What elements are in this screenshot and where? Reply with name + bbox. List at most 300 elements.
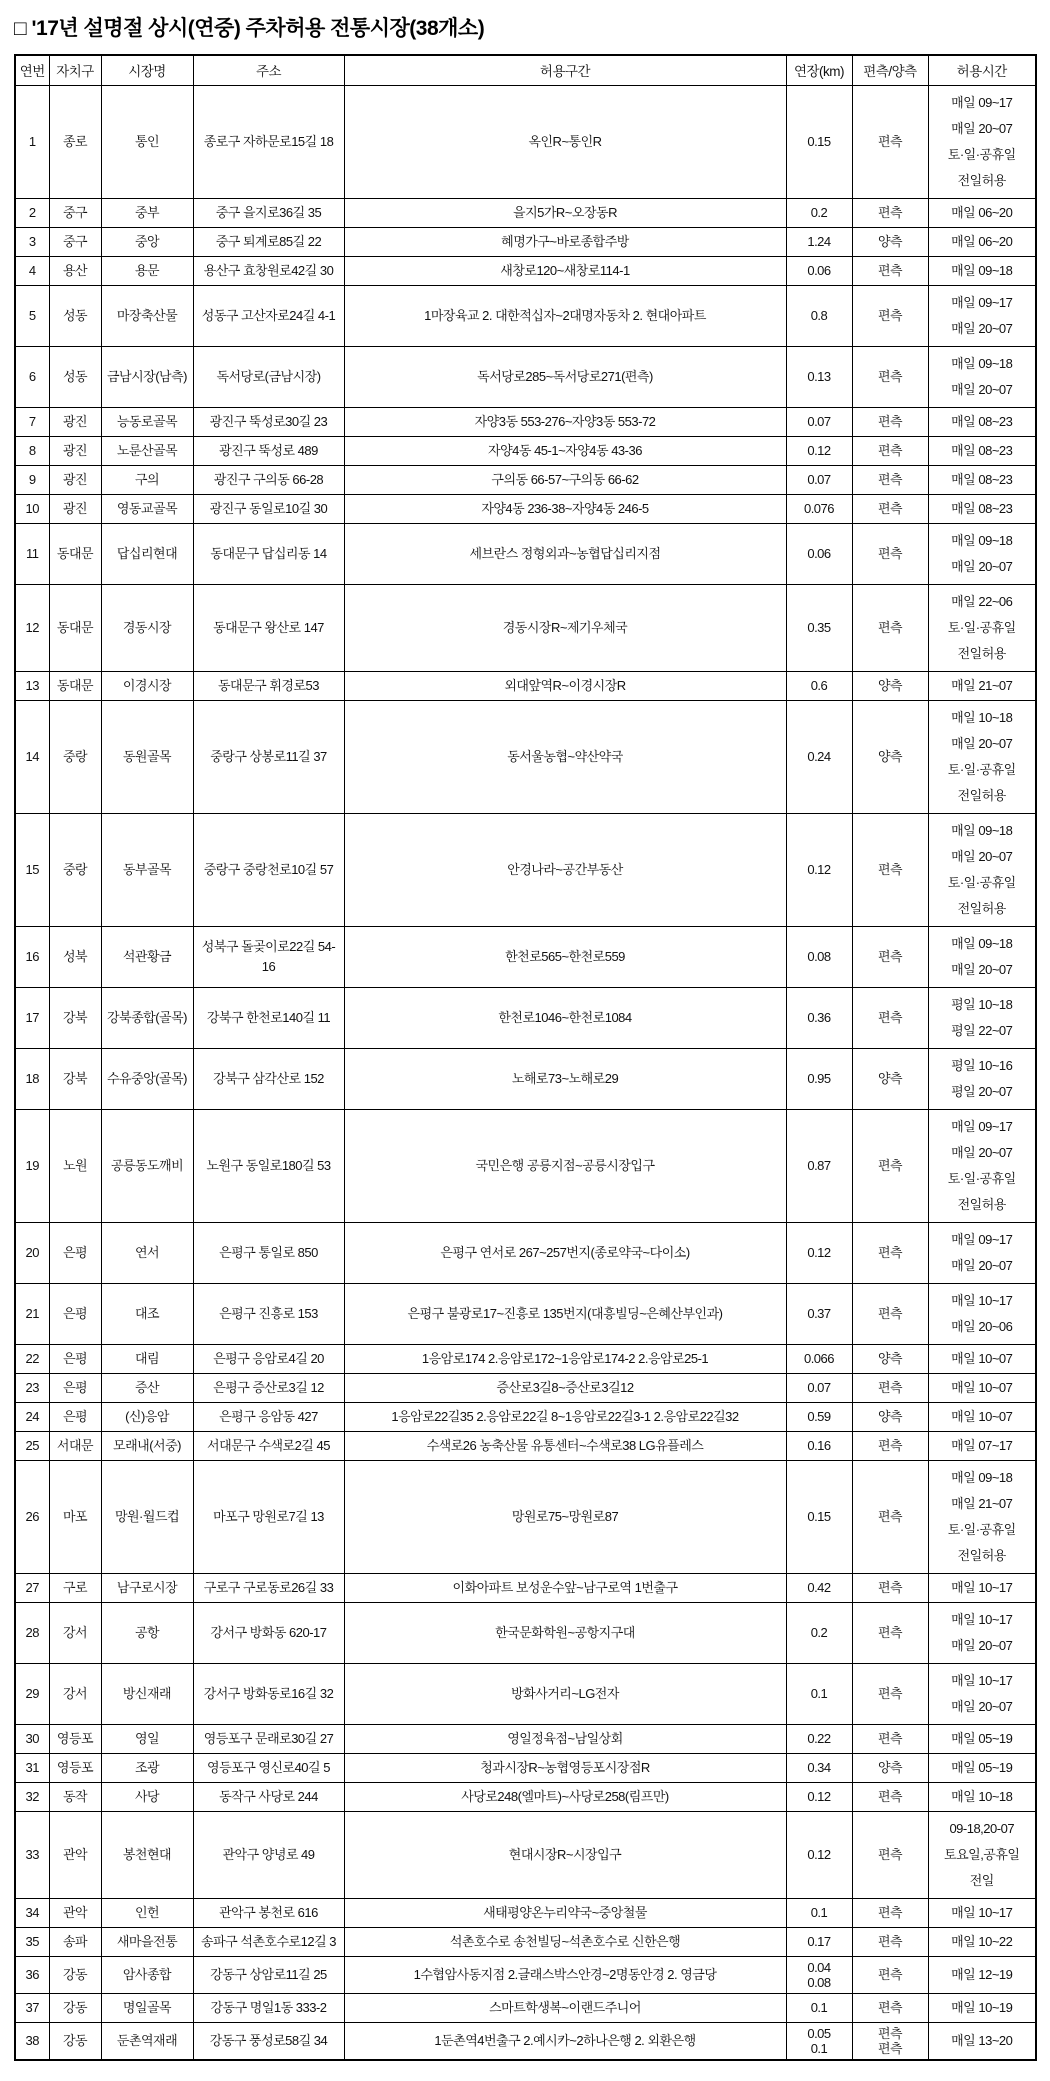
cell-district: 중구 (49, 198, 101, 227)
cell-address: 관악구 봉천로 616 (193, 1898, 344, 1927)
cell-market-name: 둔촌역재래 (101, 2022, 193, 2060)
table-row (15, 1402, 1036, 1431)
cell-length-km: 0.22 (786, 1724, 852, 1753)
cell-market-name: 금남시장(남측) (101, 346, 193, 407)
cell-side: 양측 (852, 700, 928, 813)
cell-district: 성북 (49, 926, 101, 987)
cell-district: 마포 (49, 1460, 101, 1573)
cell-section: 혜명가구~바로종합주방 (344, 227, 786, 256)
cell-no: 25 (15, 1431, 49, 1460)
cell-hours: 매일 10~18 (928, 1782, 1036, 1811)
cell-district: 종로 (49, 85, 101, 198)
cell-district: 강서 (49, 1602, 101, 1663)
table-row (15, 1344, 1036, 1373)
cell-no: 8 (15, 436, 49, 465)
cell-side: 편측 편측 (852, 2022, 928, 2060)
cell-no: 37 (15, 1993, 49, 2022)
cell-length-km: 0.08 (786, 926, 852, 987)
cell-market-name: 봉천현대 (101, 1811, 193, 1898)
cell-section: 동서울농협~약산약국 (344, 700, 786, 813)
cell-address: 광진구 뚝성로30길 23 (193, 407, 344, 436)
cell-district: 강동 (49, 1993, 101, 2022)
cell-no: 4 (15, 256, 49, 285)
cell-market-name: 수유중앙(골목) (101, 1048, 193, 1109)
table-row (15, 1460, 1036, 1573)
cell-address: 강동구 명일1동 333-2 (193, 1993, 344, 2022)
cell-hours: 매일 08~23 (928, 407, 1036, 436)
cell-district: 광진 (49, 407, 101, 436)
cell-district: 동대문 (49, 584, 101, 671)
cell-side: 편측 (852, 1602, 928, 1663)
cell-market-name: 동부골목 (101, 813, 193, 926)
cell-side: 편측 (852, 465, 928, 494)
cell-side: 편측 (852, 198, 928, 227)
cell-section: 외대앞역R~이경시장R (344, 671, 786, 700)
table-row (15, 1283, 1036, 1344)
cell-length-km: 0.12 (786, 1811, 852, 1898)
cell-section: 새태평양온누리약국~중앙철물 (344, 1898, 786, 1927)
cell-section: 망원로75~망원로87 (344, 1460, 786, 1573)
cell-no: 15 (15, 813, 49, 926)
table-row (15, 1222, 1036, 1283)
cell-no: 22 (15, 1344, 49, 1373)
cell-side: 양측 (852, 1753, 928, 1782)
cell-district: 동대문 (49, 523, 101, 584)
cell-district: 구로 (49, 1573, 101, 1602)
cell-market-name: 사당 (101, 1782, 193, 1811)
cell-no: 31 (15, 1753, 49, 1782)
cell-hours: 매일 10~17 매일 20~06 (928, 1283, 1036, 1344)
cell-market-name: 대조 (101, 1283, 193, 1344)
cell-market-name: 중부 (101, 198, 193, 227)
cell-address: 중구 퇴계로85길 22 (193, 227, 344, 256)
cell-district: 성동 (49, 285, 101, 346)
cell-side: 양측 (852, 671, 928, 700)
cell-hours: 매일 09~18 매일 20~07 토·일·공휴일 전일허용 (928, 813, 1036, 926)
cell-section: 자양3동 553-276~자양3동 553-72 (344, 407, 786, 436)
cell-hours: 매일 21~07 (928, 671, 1036, 700)
market-table-body (15, 85, 1036, 2060)
table-row (15, 926, 1036, 987)
cell-length-km: 0.95 (786, 1048, 852, 1109)
table-row (15, 1898, 1036, 1927)
cell-side: 편측 (852, 85, 928, 198)
cell-district: 강서 (49, 1663, 101, 1724)
header-hours: 허용시간 (928, 55, 1036, 85)
cell-no: 17 (15, 987, 49, 1048)
table-row (15, 1602, 1036, 1663)
cell-no: 34 (15, 1898, 49, 1927)
cell-length-km: 0.2 (786, 198, 852, 227)
cell-address: 은평구 응암동 427 (193, 1402, 344, 1431)
cell-no: 28 (15, 1602, 49, 1663)
cell-section: 세브란스 정형외과~농협답십리지점 (344, 523, 786, 584)
cell-market-name: 이경시장 (101, 671, 193, 700)
cell-length-km: 0.15 (786, 85, 852, 198)
cell-hours: 매일 06~20 (928, 227, 1036, 256)
cell-no: 7 (15, 407, 49, 436)
cell-no: 38 (15, 2022, 49, 2060)
table-row (15, 2022, 1036, 2060)
cell-side: 편측 (852, 1283, 928, 1344)
cell-side: 편측 (852, 584, 928, 671)
table-row (15, 256, 1036, 285)
cell-no: 24 (15, 1402, 49, 1431)
cell-length-km: 0.17 (786, 1927, 852, 1956)
cell-market-name: 석관황금 (101, 926, 193, 987)
cell-address: 마포구 망원로7길 13 (193, 1460, 344, 1573)
cell-district: 영등포 (49, 1724, 101, 1753)
cell-length-km: 0.12 (786, 1222, 852, 1283)
cell-district: 중구 (49, 227, 101, 256)
cell-district: 광진 (49, 465, 101, 494)
cell-address: 강동구 풍성로58길 34 (193, 2022, 344, 2060)
cell-side: 편측 (852, 285, 928, 346)
cell-district: 중랑 (49, 700, 101, 813)
table-row (15, 1431, 1036, 1460)
cell-market-name: 모래내(서중) (101, 1431, 193, 1460)
header-no: 연번 (15, 55, 49, 85)
cell-address: 관악구 양녕로 49 (193, 1811, 344, 1898)
cell-side: 편측 (852, 1373, 928, 1402)
cell-market-name: 조광 (101, 1753, 193, 1782)
cell-hours: 매일 12~19 (928, 1956, 1036, 1993)
cell-district: 송파 (49, 1927, 101, 1956)
cell-section: 자양4동 236-38~자양4동 246-5 (344, 494, 786, 523)
cell-no: 13 (15, 671, 49, 700)
cell-section: 수색로26 농축산물 유통센터~수색로38 LG유플레스 (344, 1431, 786, 1460)
cell-side: 편측 (852, 1460, 928, 1573)
cell-section: 증산로3길8~증산로3길12 (344, 1373, 786, 1402)
cell-no: 11 (15, 523, 49, 584)
cell-section: 경동시장R~제기우체국 (344, 584, 786, 671)
cell-district: 광진 (49, 494, 101, 523)
cell-section: 안경나라~공간부동산 (344, 813, 786, 926)
table-row (15, 700, 1036, 813)
cell-address: 광진구 뚝성로 489 (193, 436, 344, 465)
cell-length-km: 0.15 (786, 1460, 852, 1573)
cell-length-km: 0.59 (786, 1402, 852, 1431)
table-row (15, 987, 1036, 1048)
cell-length-km: 0.24 (786, 700, 852, 813)
cell-hours: 평일 10~18 평일 22~07 (928, 987, 1036, 1048)
table-row (15, 85, 1036, 198)
cell-section: 1둔촌역4번출구 2.예시카~2하나은행 2. 외환은행 (344, 2022, 786, 2060)
table-row (15, 1048, 1036, 1109)
cell-no: 10 (15, 494, 49, 523)
cell-length-km: 0.06 (786, 256, 852, 285)
cell-address: 서대문구 수색로2길 45 (193, 1431, 344, 1460)
cell-length-km: 0.6 (786, 671, 852, 700)
cell-section: 독서당로285~독서당로271(편측) (344, 346, 786, 407)
cell-section: 한천로1046~한천로1084 (344, 987, 786, 1048)
cell-side: 편측 (852, 1956, 928, 1993)
cell-district: 은평 (49, 1402, 101, 1431)
cell-length-km: 0.35 (786, 584, 852, 671)
table-row (15, 523, 1036, 584)
cell-market-name: 경동시장 (101, 584, 193, 671)
cell-hours: 매일 09~18 매일 20~07 (928, 523, 1036, 584)
cell-address: 동대문구 휘경로53 (193, 671, 344, 700)
cell-address: 독서당로(금남시장) (193, 346, 344, 407)
table-header (15, 55, 1036, 85)
cell-length-km: 0.07 (786, 407, 852, 436)
cell-no: 2 (15, 198, 49, 227)
cell-district: 성동 (49, 346, 101, 407)
cell-section: 1응암로22길35 2.응암로22길 8~1응암로22길3-1 2.응암로22길32 (344, 1402, 786, 1431)
cell-address: 송파구 석촌호수로12길 3 (193, 1927, 344, 1956)
cell-no: 14 (15, 700, 49, 813)
cell-side: 양측 (852, 1048, 928, 1109)
cell-side: 양측 (852, 1344, 928, 1373)
cell-district: 관악 (49, 1811, 101, 1898)
cell-no: 36 (15, 1956, 49, 1993)
cell-no: 27 (15, 1573, 49, 1602)
cell-hours: 매일 10~07 (928, 1402, 1036, 1431)
cell-hours: 매일 05~19 (928, 1753, 1036, 1782)
cell-no: 35 (15, 1927, 49, 1956)
cell-hours: 매일 10~17 매일 20~07 (928, 1602, 1036, 1663)
table-row (15, 1811, 1036, 1898)
cell-hours: 매일 09~17 매일 20~07 (928, 285, 1036, 346)
cell-no: 18 (15, 1048, 49, 1109)
cell-length-km: 0.37 (786, 1283, 852, 1344)
cell-address: 동대문구 왕산로 147 (193, 584, 344, 671)
cell-hours: 매일 10~17 매일 20~07 (928, 1663, 1036, 1724)
cell-address: 중구 을지로36길 35 (193, 198, 344, 227)
cell-length-km: 0.05 0.1 (786, 2022, 852, 2060)
cell-no: 33 (15, 1811, 49, 1898)
cell-address: 동작구 사당로 244 (193, 1782, 344, 1811)
cell-length-km: 0.04 0.08 (786, 1956, 852, 1993)
cell-address: 성북구 돌곶이로22길 54-16 (193, 926, 344, 987)
cell-market-name: 마장축산물 (101, 285, 193, 346)
cell-length-km: 0.34 (786, 1753, 852, 1782)
cell-market-name: 노룬산골목 (101, 436, 193, 465)
cell-side: 편측 (852, 436, 928, 465)
cell-address: 강동구 상암로11길 25 (193, 1956, 344, 1993)
cell-side: 편측 (852, 346, 928, 407)
cell-market-name: 대림 (101, 1344, 193, 1373)
header-row (15, 55, 1036, 85)
cell-length-km: 0.42 (786, 1573, 852, 1602)
cell-length-km: 0.8 (786, 285, 852, 346)
cell-no: 21 (15, 1283, 49, 1344)
cell-district: 동대문 (49, 671, 101, 700)
cell-length-km: 0.07 (786, 1373, 852, 1402)
cell-hours: 매일 09~18 매일 20~07 (928, 346, 1036, 407)
cell-no: 32 (15, 1782, 49, 1811)
cell-side: 편측 (852, 1663, 928, 1724)
cell-market-name: 공릉동도깨비 (101, 1109, 193, 1222)
cell-length-km: 0.1 (786, 1663, 852, 1724)
header-section: 허용구간 (344, 55, 786, 85)
page-title: □ '17년 설명절 상시(연중) 주차허용 전통시장(38개소) (14, 17, 485, 40)
cell-no: 9 (15, 465, 49, 494)
header-side: 편측/양측 (852, 55, 928, 85)
cell-no: 19 (15, 1109, 49, 1222)
cell-address: 강북구 삼각산로 152 (193, 1048, 344, 1109)
table-row (15, 436, 1036, 465)
cell-length-km: 0.06 (786, 523, 852, 584)
cell-address: 강서구 방화동 620-17 (193, 1602, 344, 1663)
cell-hours: 매일 06~20 (928, 198, 1036, 227)
header-address: 주소 (193, 55, 344, 85)
cell-market-name: 증산 (101, 1373, 193, 1402)
cell-address: 용산구 효창원로42길 30 (193, 256, 344, 285)
cell-district: 광진 (49, 436, 101, 465)
table-row (15, 407, 1036, 436)
cell-hours: 매일 09~18 (928, 256, 1036, 285)
cell-address: 성동구 고산자로24길 4-1 (193, 285, 344, 346)
cell-market-name: (신)응암 (101, 1402, 193, 1431)
table-row (15, 584, 1036, 671)
cell-side: 편측 (852, 1782, 928, 1811)
cell-market-name: 망원·월드컵 (101, 1460, 193, 1573)
cell-market-name: 답십리현대 (101, 523, 193, 584)
cell-hours: 매일 05~19 (928, 1724, 1036, 1753)
cell-length-km: 1.24 (786, 227, 852, 256)
cell-section: 국민은행 공릉지점~공릉시장입구 (344, 1109, 786, 1222)
cell-side: 양측 (852, 227, 928, 256)
cell-side: 양측 (852, 1402, 928, 1431)
cell-no: 6 (15, 346, 49, 407)
cell-length-km: 0.1 (786, 1993, 852, 2022)
cell-side: 편측 (852, 987, 928, 1048)
cell-length-km: 0.12 (786, 436, 852, 465)
cell-address: 영등포구 영신로40길 5 (193, 1753, 344, 1782)
cell-hours: 매일 10~07 (928, 1344, 1036, 1373)
cell-address: 은평구 응암로4길 20 (193, 1344, 344, 1373)
header-length-km: 연장(km) (786, 55, 852, 85)
cell-market-name: 통인 (101, 85, 193, 198)
cell-length-km: 0.12 (786, 1782, 852, 1811)
cell-district: 관악 (49, 1898, 101, 1927)
cell-length-km: 0.87 (786, 1109, 852, 1222)
cell-market-name: 방신재래 (101, 1663, 193, 1724)
cell-hours: 매일 09~18 매일 20~07 (928, 926, 1036, 987)
cell-section: 은평구 연서로 267~257번지(종로약국~다이소) (344, 1222, 786, 1283)
cell-side: 편측 (852, 1993, 928, 2022)
cell-section: 영일정육점~남일상회 (344, 1724, 786, 1753)
cell-no: 30 (15, 1724, 49, 1753)
table-row (15, 494, 1036, 523)
table-row (15, 1663, 1036, 1724)
cell-hours: 매일 07~17 (928, 1431, 1036, 1460)
cell-length-km: 0.36 (786, 987, 852, 1048)
cell-district: 강동 (49, 2022, 101, 2060)
table-row (15, 1993, 1036, 2022)
cell-section: 현대시장R~시장입구 (344, 1811, 786, 1898)
cell-hours: 매일 09~17 매일 20~07 (928, 1222, 1036, 1283)
cell-section: 방화사거리~LG전자 (344, 1663, 786, 1724)
cell-market-name: 남구로시장 (101, 1573, 193, 1602)
table-row (15, 1109, 1036, 1222)
cell-section: 은평구 불광로17~진흥로 135번지(대흥빌딩~은혜산부인과) (344, 1283, 786, 1344)
cell-hours: 매일 10~22 (928, 1927, 1036, 1956)
cell-length-km: 0.2 (786, 1602, 852, 1663)
cell-market-name: 암사종합 (101, 1956, 193, 1993)
table-row (15, 346, 1036, 407)
table-row (15, 1573, 1036, 1602)
cell-side: 편측 (852, 1222, 928, 1283)
cell-side: 편측 (852, 407, 928, 436)
cell-district: 강동 (49, 1956, 101, 1993)
cell-length-km: 0.13 (786, 346, 852, 407)
cell-hours: 평일 10~16 평일 20~07 (928, 1048, 1036, 1109)
cell-district: 강북 (49, 987, 101, 1048)
cell-district: 강북 (49, 1048, 101, 1109)
cell-market-name: 능동로골목 (101, 407, 193, 436)
cell-no: 29 (15, 1663, 49, 1724)
table-row (15, 1753, 1036, 1782)
cell-market-name: 공항 (101, 1602, 193, 1663)
cell-side: 편측 (852, 1898, 928, 1927)
table-row (15, 671, 1036, 700)
cell-side: 편측 (852, 1927, 928, 1956)
cell-district: 중랑 (49, 813, 101, 926)
cell-district: 용산 (49, 256, 101, 285)
cell-address: 강서구 방화동로16길 32 (193, 1663, 344, 1724)
cell-side: 편측 (852, 1811, 928, 1898)
cell-district: 은평 (49, 1222, 101, 1283)
cell-hours: 09-18,20-07 토요일,공휴일 전일 (928, 1811, 1036, 1898)
cell-length-km: 0.066 (786, 1344, 852, 1373)
cell-market-name: 인헌 (101, 1898, 193, 1927)
cell-market-name: 새마을전통 (101, 1927, 193, 1956)
cell-length-km: 0.1 (786, 1898, 852, 1927)
cell-address: 광진구 동일로10길 30 (193, 494, 344, 523)
cell-no: 16 (15, 926, 49, 987)
cell-no: 5 (15, 285, 49, 346)
cell-section: 노해로73~노해로29 (344, 1048, 786, 1109)
cell-no: 23 (15, 1373, 49, 1402)
cell-section: 사당로248(엘마트)~사당로258(림프만) (344, 1782, 786, 1811)
cell-section: 옥인R~통인R (344, 85, 786, 198)
cell-side: 편측 (852, 523, 928, 584)
cell-address: 노원구 동일로180길 53 (193, 1109, 344, 1222)
cell-address: 중랑구 중랑천로10길 57 (193, 813, 344, 926)
cell-address: 구로구 구로동로26길 33 (193, 1573, 344, 1602)
cell-no: 1 (15, 85, 49, 198)
cell-side: 편측 (852, 494, 928, 523)
cell-section: 을지5가R~오장동R (344, 198, 786, 227)
cell-length-km: 0.12 (786, 813, 852, 926)
cell-hours: 매일 10~18 매일 20~07 토·일·공휴일 전일허용 (928, 700, 1036, 813)
cell-hours: 매일 10~17 (928, 1573, 1036, 1602)
cell-length-km: 0.07 (786, 465, 852, 494)
cell-section: 새창로120~새창로114-1 (344, 256, 786, 285)
table-row (15, 1927, 1036, 1956)
cell-section: 청과시장R~농협영등포시장점R (344, 1753, 786, 1782)
cell-market-name: 연서 (101, 1222, 193, 1283)
cell-section: 자양4동 45-1~자양4동 43-36 (344, 436, 786, 465)
cell-market-name: 명일골목 (101, 1993, 193, 2022)
table-row (15, 227, 1036, 256)
cell-length-km: 0.16 (786, 1431, 852, 1460)
table-row (15, 465, 1036, 494)
cell-hours: 매일 22~06 토·일·공휴일 전일허용 (928, 584, 1036, 671)
table-row (15, 198, 1036, 227)
cell-address: 영등포구 문래로30길 27 (193, 1724, 344, 1753)
cell-market-name: 강북종합(골목) (101, 987, 193, 1048)
header-market-name: 시장명 (101, 55, 193, 85)
cell-hours: 매일 09~17 매일 20~07 토·일·공휴일 전일허용 (928, 85, 1036, 198)
cell-address: 강북구 한천로140길 11 (193, 987, 344, 1048)
cell-address: 중랑구 상봉로11길 37 (193, 700, 344, 813)
cell-side: 편측 (852, 256, 928, 285)
header-district: 자치구 (49, 55, 101, 85)
